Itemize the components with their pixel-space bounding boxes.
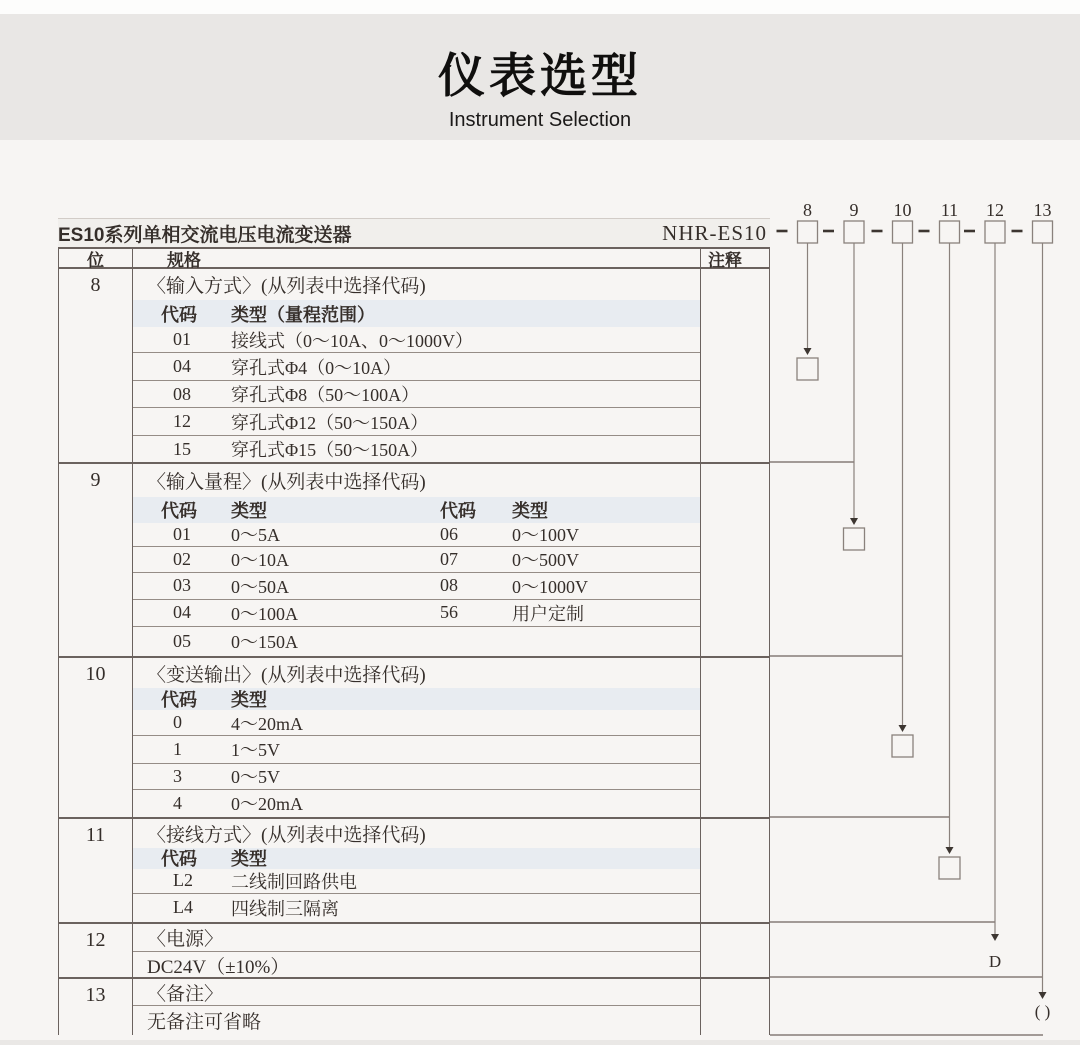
- section-12: [58, 922, 770, 977]
- code-value: 03: [173, 575, 191, 596]
- dropline-arrow-9: [850, 518, 858, 525]
- code-label: 代码: [161, 849, 197, 870]
- remark-placeholder-label: ( ): [1034, 1002, 1051, 1021]
- code-row: [133, 523, 700, 547]
- code-table-header: [133, 688, 700, 710]
- type-value: 0～20mA: [231, 794, 303, 815]
- type-value: 穿孔式Φ4（0～10A）: [231, 357, 402, 378]
- code-slot-box-11: [940, 221, 960, 243]
- code-row: [133, 327, 700, 353]
- type-value: 1～5V: [231, 740, 280, 761]
- type-value: 穿孔式Φ8（50～100A）: [231, 385, 420, 405]
- section-title: 〈输入方式〉(从列表中选择代码): [147, 276, 426, 297]
- section-title: 〈输入量程〉(从列表中选择代码): [147, 471, 426, 493]
- spec-column: [133, 979, 701, 1035]
- type-value: 4～20mA: [231, 713, 303, 734]
- code-row: [133, 627, 700, 656]
- code-row: [133, 869, 700, 894]
- type-value: 0～5V: [231, 767, 280, 788]
- code-value: 1: [173, 738, 182, 759]
- section-9: [58, 462, 770, 656]
- note-column: [701, 269, 769, 462]
- code-value: 08: [440, 575, 458, 596]
- code-value: 4: [173, 792, 182, 813]
- code-label: 代码: [161, 304, 197, 325]
- target-code-box-10: [892, 735, 913, 757]
- code-value: 05: [173, 630, 191, 651]
- code-value: 04: [173, 356, 191, 376]
- code-value: 3: [173, 765, 182, 786]
- target-code-box-9: [844, 528, 865, 550]
- code-table-header: [133, 300, 700, 327]
- code-value: 04: [173, 602, 191, 623]
- type-value: 用户定制: [512, 603, 584, 624]
- top-margin: [0, 0, 1080, 14]
- position-number: 12: [59, 924, 133, 977]
- type-label: 类型: [512, 500, 548, 521]
- code-label: 代码: [161, 500, 197, 521]
- code-row: [133, 764, 700, 790]
- target-code-box-11: [939, 857, 960, 879]
- table-body: [58, 269, 770, 1035]
- code-row: [133, 408, 700, 436]
- type-value: 0～5A: [231, 525, 280, 546]
- page-subtitle: Instrument Selection: [448, 109, 632, 131]
- code-table-header: [133, 497, 700, 523]
- code-slot-box-10: [893, 221, 913, 243]
- code-value: 0: [173, 712, 182, 733]
- spec-column: [133, 924, 701, 977]
- code-row: [133, 710, 700, 736]
- code-value: 15: [173, 438, 191, 459]
- type-value: 0～500V: [512, 550, 579, 571]
- spec-column: [133, 819, 701, 922]
- code-value: 01: [173, 329, 191, 349]
- table-header-row: [58, 247, 770, 269]
- position-number-11: 11: [940, 200, 959, 220]
- type-value: 0～1000V: [512, 576, 588, 597]
- dropline-arrow-12: [991, 934, 999, 941]
- type-value: 穿孔式Φ15（50～150A）: [231, 440, 429, 460]
- position-number-12: 12: [986, 200, 1004, 220]
- model-prefix: NHR-ES10: [662, 220, 767, 245]
- code-row: [133, 790, 700, 817]
- code-label: 代码: [161, 690, 197, 711]
- spec-value-row: DC24V（±10%）: [147, 957, 290, 978]
- position-number-9: 9: [849, 200, 859, 220]
- section-8: [58, 269, 770, 462]
- product-title-row: [58, 218, 770, 247]
- position-number-13: 13: [1033, 200, 1052, 220]
- dropline-arrow-13: [1039, 992, 1047, 999]
- bottom-margin: [0, 1040, 1080, 1045]
- position-number: 10: [59, 658, 133, 817]
- code-row: [133, 894, 700, 922]
- type-value: 0～150A: [231, 632, 298, 653]
- code-value: 56: [440, 602, 458, 623]
- code-row: [133, 381, 700, 408]
- dropline-arrow-8: [804, 348, 812, 355]
- position-number: 13: [59, 979, 133, 1035]
- column-header-note: 注释: [708, 250, 742, 270]
- page-title: 仪表选型: [438, 49, 642, 102]
- code-value: 01: [173, 523, 191, 544]
- code-row: [133, 436, 700, 462]
- spec-value-row: 无备注可省略: [147, 1012, 262, 1033]
- type-value: 四线制三隔离: [231, 898, 339, 919]
- code-row: [133, 353, 700, 381]
- code-slot-box-8: [798, 221, 818, 243]
- section-title: 〈变送输出〉(从列表中选择代码): [147, 664, 426, 686]
- position-number: 11: [59, 819, 133, 922]
- section-11: [58, 817, 770, 922]
- column-header-position: 位: [59, 249, 133, 267]
- type-value: 接线式（0～10A、0～1000V）: [231, 330, 473, 351]
- code-row: [133, 736, 700, 763]
- type-label: 类型: [231, 849, 267, 870]
- column-header-spec: 规格: [133, 249, 701, 267]
- dropline-arrow-11: [946, 847, 954, 854]
- code-slot-box-9: [844, 221, 864, 243]
- section-title: 〈电源〉: [133, 924, 700, 952]
- code-value: L4: [173, 897, 193, 918]
- target-code-box-8: [797, 358, 818, 380]
- section-title: 〈接线方式〉(从列表中选择代码): [147, 824, 426, 846]
- spec-column: [133, 658, 701, 817]
- note-column: [701, 819, 769, 922]
- type-label: 类型（量程范围）: [231, 304, 375, 325]
- code-value: 12: [173, 411, 191, 431]
- spec-column: [133, 464, 701, 656]
- type-label: 类型: [231, 690, 267, 711]
- selection-table: [58, 218, 770, 1035]
- product-title: ES10系列单相交流电压电流变送器: [58, 224, 352, 246]
- code-row: [133, 600, 700, 627]
- type-value: 0～50A: [231, 576, 289, 597]
- code-table-header: [133, 848, 700, 869]
- position-number-10: 10: [893, 200, 912, 220]
- power-default-label: D: [988, 952, 1002, 971]
- type-value: 0～100A: [231, 603, 298, 624]
- code-value: L2: [173, 870, 193, 891]
- code-value: 06: [440, 523, 458, 544]
- code-slot-box-12: [985, 221, 1005, 243]
- section-13: [58, 977, 770, 1035]
- code-value: 07: [440, 548, 458, 569]
- position-number: 8: [59, 269, 133, 462]
- note-column: [701, 979, 769, 1035]
- spec-column: [133, 269, 701, 462]
- type-value: 0～100V: [512, 525, 579, 546]
- code-value: 08: [173, 383, 191, 404]
- position-number-8: 8: [803, 200, 812, 220]
- note-column: [701, 464, 769, 656]
- type-value: 二线制回路供电: [231, 871, 357, 892]
- code-row: [133, 573, 700, 600]
- code-value: 02: [173, 548, 191, 569]
- note-column: [701, 924, 769, 977]
- type-label: 类型: [231, 500, 267, 521]
- section-10: [58, 656, 770, 817]
- note-column: [701, 658, 769, 817]
- code-row: [133, 547, 700, 573]
- type-value: 0～10A: [231, 550, 289, 571]
- code-label: 代码: [440, 500, 476, 521]
- section-title: 〈备注〉: [133, 979, 700, 1006]
- page-header: [0, 14, 1080, 140]
- code-slot-box-13: [1033, 221, 1053, 243]
- type-value: 穿孔式Φ12（50～150A）: [231, 412, 429, 433]
- position-number: 9: [59, 464, 133, 656]
- dropline-arrow-10: [899, 725, 907, 732]
